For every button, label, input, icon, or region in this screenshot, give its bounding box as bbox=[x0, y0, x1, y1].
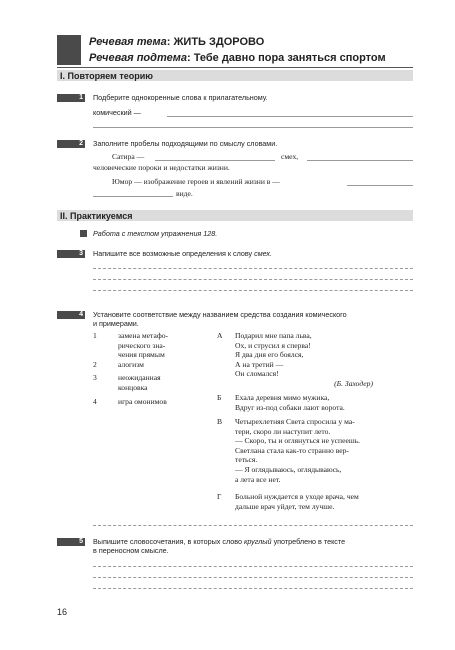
left-item-1-line: чения прямым bbox=[118, 350, 165, 360]
right-item-a-line: Ох, и струсил я сперва! bbox=[235, 340, 311, 350]
left-item-4-num: 4 bbox=[93, 397, 97, 406]
left-item-1-line: рического зна- bbox=[118, 340, 166, 350]
right-item-v-line: Светлана стала как-то странно вер- bbox=[235, 445, 349, 455]
right-item-b-letter: Б bbox=[217, 393, 222, 402]
task2-blank-1[interactable] bbox=[155, 160, 275, 161]
task-number-2: 2 bbox=[57, 140, 85, 148]
theme-label: Речевая тема bbox=[89, 36, 167, 48]
right-item-v-line: — Скоро, ты и оглянуться не успеешь. bbox=[235, 436, 361, 446]
task-number-1: 1 bbox=[57, 94, 85, 102]
left-item-1-num: 1 bbox=[93, 331, 97, 340]
right-item-g-letter: Г bbox=[217, 492, 222, 501]
task2-text: Заполните пробелы подходящими по смыслу словами. bbox=[93, 139, 278, 148]
left-item-3-line: концовка bbox=[118, 382, 148, 392]
task5-text1 bbox=[93, 537, 345, 546]
right-item-a-line: А на третий — bbox=[235, 359, 284, 369]
right-item-v-line: теться. bbox=[235, 455, 258, 465]
task5-answer-line-3[interactable] bbox=[93, 588, 413, 589]
task2-line2: человеческие пороки и недостатки жизни. bbox=[93, 163, 230, 172]
task-number-4: 4 bbox=[57, 311, 85, 319]
left-item-2-line: алогизм bbox=[118, 360, 144, 369]
task3-answer-line-1[interactable] bbox=[93, 268, 413, 269]
right-item-a-author: (Б. Заходер) bbox=[334, 378, 373, 388]
subtheme-label: Речевая подтема bbox=[89, 52, 187, 64]
right-item-a-line: Подарил мне папа льва, bbox=[235, 331, 312, 340]
task1-text: Подберите однокоренные слова к прилагательному. bbox=[93, 93, 268, 102]
right-item-a-letter: А bbox=[217, 331, 223, 340]
task3-text-line bbox=[93, 249, 272, 258]
task-number-3: 3 bbox=[57, 250, 85, 258]
subtheme-line: Речевая подтема: Тебе давно пора заняться спортом bbox=[89, 52, 386, 64]
task4-text2: и примерами. bbox=[93, 319, 139, 328]
task-number-5: 5 bbox=[57, 538, 85, 546]
page-number: 16 bbox=[57, 607, 68, 617]
task2-blank-4[interactable] bbox=[93, 196, 173, 197]
right-item-v-line: тери, скоро ли наступит лето. bbox=[235, 426, 331, 436]
task2-line4: виде. bbox=[176, 189, 193, 198]
task3-answer-line-2[interactable] bbox=[93, 279, 413, 280]
task1-word: комический — bbox=[93, 108, 141, 117]
subtheme-value: Тебе давно пора заняться спортом bbox=[193, 52, 386, 64]
left-item-4-line: игра омонимов bbox=[118, 397, 167, 406]
work-note-square bbox=[80, 230, 87, 237]
right-item-v-line: Четырехлетняя Света спросила у ма- bbox=[235, 417, 355, 426]
task3-word: смех. bbox=[254, 249, 272, 258]
task2-line1a: Сатира — bbox=[112, 152, 145, 161]
right-item-a-line: Я два дня его боялся, bbox=[235, 350, 304, 360]
right-item-b-line: Ехала деревня мимо мужика, bbox=[235, 393, 330, 402]
left-item-3-num: 3 bbox=[93, 373, 97, 382]
task1-answer-line-2[interactable] bbox=[93, 127, 413, 128]
section-title-2: II. Практикуемся bbox=[60, 211, 133, 221]
header-underline bbox=[57, 67, 413, 68]
theme-value: ЖИТЬ ЗДОРОВО bbox=[173, 36, 265, 48]
right-item-v-letter: В bbox=[217, 417, 223, 426]
work-note: Работа с текстом упражнения 128. bbox=[93, 229, 218, 238]
task2-line3: Юмор — изображение героев и явлений жизни в — bbox=[112, 177, 280, 186]
left-item-2-num: 2 bbox=[93, 360, 97, 369]
right-item-v-line: — Я оглядываюсь, оглядываюсь, bbox=[235, 464, 342, 474]
task5-word: круглый bbox=[244, 537, 272, 546]
task3-text: Напишите все возможные определения к слову bbox=[93, 249, 253, 258]
task2-blank-2[interactable] bbox=[307, 160, 413, 161]
left-item-1-line: замена метафо- bbox=[118, 331, 169, 340]
right-item-b-line: Вдруг из-под собаки лают ворота. bbox=[235, 402, 345, 412]
task5-text1a: Выпишите словосочетания, в которых слово bbox=[93, 537, 242, 546]
task5-text2: в переносном смысле. bbox=[93, 546, 169, 555]
left-item-3-line: неожиданная bbox=[118, 373, 161, 382]
task2-line1b: смех, bbox=[281, 152, 299, 161]
task2-blank-3[interactable] bbox=[347, 185, 413, 186]
task3-answer-line-3[interactable] bbox=[93, 290, 413, 291]
right-item-g-line: Больной нуждается в уходе врача, чем bbox=[235, 492, 359, 501]
task5-text1b: употреблено в тексте bbox=[273, 537, 346, 546]
section-title-1: I. Повторяем теорию bbox=[60, 71, 153, 81]
task4-text1: Установите соответствие между названием средства создания комического bbox=[93, 310, 347, 319]
task5-answer-line-1[interactable] bbox=[93, 566, 413, 567]
task5-answer-line-2[interactable] bbox=[93, 577, 413, 578]
right-item-g-line: дальше врач уйдет, тем лучше. bbox=[235, 501, 335, 511]
theme-line: Речевая тема: ЖИТЬ ЗДОРОВО bbox=[89, 36, 265, 48]
right-item-a-line: Он сломался! bbox=[235, 369, 279, 379]
task1-answer-line[interactable] bbox=[167, 116, 413, 117]
header-square bbox=[57, 35, 81, 65]
task4-answer-line[interactable] bbox=[93, 525, 413, 526]
right-item-v-line: а лета все нет. bbox=[235, 474, 281, 484]
